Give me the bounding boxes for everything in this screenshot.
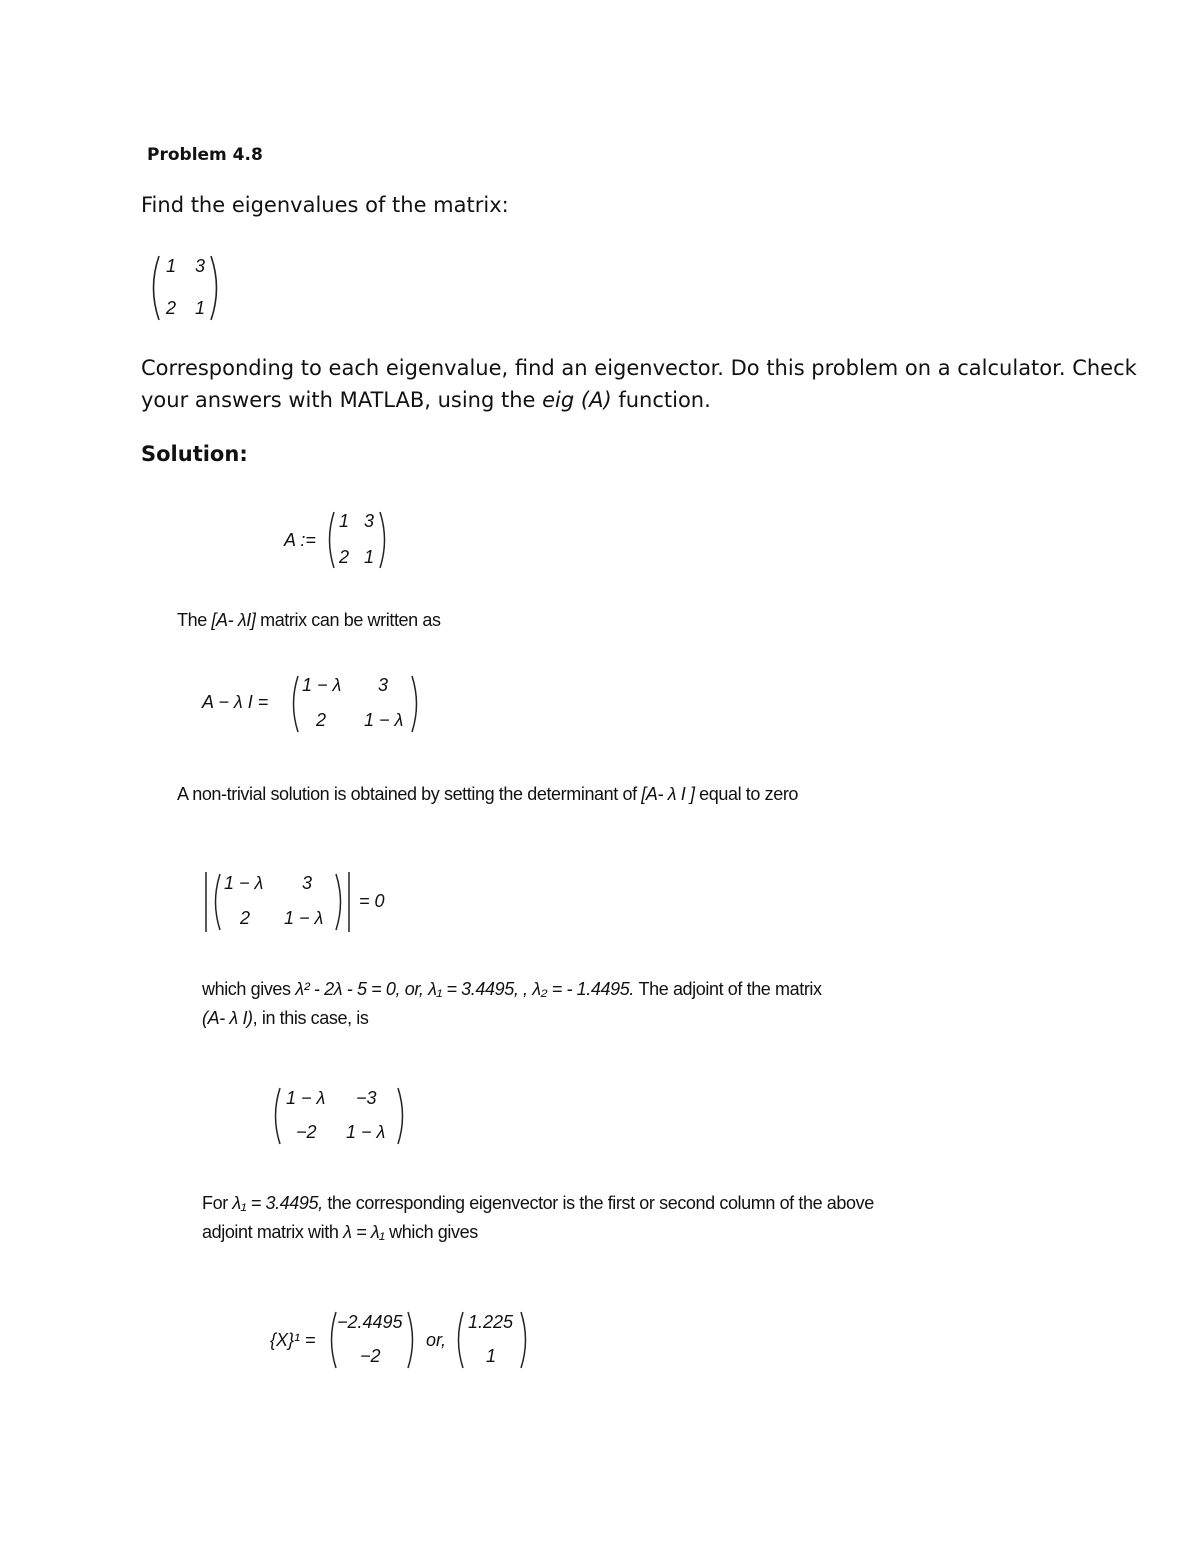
determinant-text <box>177 784 798 805</box>
determinant-rhs: = 0 <box>359 891 385 911</box>
matrix-cell: 3 <box>364 511 375 531</box>
matrix-cell: 1 − λ <box>364 710 404 730</box>
instructions-function: eig (A) <box>542 388 612 412</box>
matrix-brackets <box>145 253 225 323</box>
text-run: which gives <box>384 1222 478 1242</box>
matrix-cell: 2 <box>240 908 251 928</box>
vector-cell: 1.225 <box>468 1312 514 1332</box>
text-run: , in this case, is <box>252 1008 369 1028</box>
matrix-cell: 2 <box>316 710 327 730</box>
matrix-cell: −2 <box>296 1122 317 1142</box>
matrix-cell: 3 <box>195 256 206 276</box>
problem-prompt: Find the eigenvalues of the matrix: <box>141 193 509 217</box>
matrix-cell: 1 <box>195 298 206 318</box>
matrix-cell: 2 <box>339 547 350 567</box>
lambda-value: λ₁ = 3.4495, <box>232 1193 323 1213</box>
eigenvector-intro-line-2 <box>202 1222 478 1243</box>
instructions-line-1: Corresponding to each eigenvalue, find an eigenvector. Do this problem on a calculator. Check <box>141 356 1137 380</box>
matrix-brackets <box>322 509 392 571</box>
vector-cell: −2 <box>360 1346 381 1366</box>
instructions-text: your answers with MATLAB, using the <box>141 388 543 412</box>
instructions-text: function. <box>611 388 711 412</box>
vector-cell: −2.4495 <box>337 1312 403 1332</box>
text-run-em: [A- λ I ] <box>641 784 695 804</box>
matrix-cell: 1 <box>364 547 375 567</box>
characteristic-line <box>202 979 822 1000</box>
matrix-label: A − λ I = <box>202 692 269 712</box>
text-run: matrix can be written as <box>255 610 441 630</box>
adjoint-intro-line <box>202 1008 369 1029</box>
characteristic-equation: λ² - 2λ - 5 = 0, or, λ₁ = 3.4495, , λ₂ = - 1.4495. <box>295 979 634 999</box>
matrix-cell: −3 <box>356 1088 377 1108</box>
matrix-cell: 1 − λ <box>346 1122 386 1142</box>
or-label: or, <box>426 1330 447 1350</box>
text-run-em: (A- λ I) <box>202 1008 253 1028</box>
text-run: the corresponding eigenvector is the first or second column of the above <box>322 1193 874 1213</box>
eigenvector-label: {X}¹ = <box>270 1330 316 1350</box>
text-run: which gives <box>202 979 296 999</box>
text-run: equal to zero <box>694 784 799 804</box>
matrix-cell: 3 <box>302 873 313 893</box>
text-run-em: λ = λ₁ <box>343 1222 385 1242</box>
matrix-cell: 1 <box>166 256 177 276</box>
matrix-intro-text <box>177 610 441 631</box>
matrix-cell: 1 <box>339 511 350 531</box>
text-run-em: [A- λI] <box>211 610 256 630</box>
matrix-cell: 1 − λ <box>224 873 264 893</box>
problem-title: Problem 4.8 <box>147 145 263 165</box>
text-run: A non-trivial solution is obtained by setting the determinant of <box>177 784 642 804</box>
text-run: adjoint matrix with <box>202 1222 344 1242</box>
matrix-cell: 2 <box>166 298 177 318</box>
matrix-cell: 1 − λ <box>286 1088 326 1108</box>
text-run: The adjoint of the matrix <box>633 979 822 999</box>
solution-heading: Solution: <box>141 442 248 466</box>
matrix-cell: 3 <box>378 675 389 695</box>
matrix-cell: 1 − λ <box>284 908 324 928</box>
matrix-cell: 1 − λ <box>302 675 342 695</box>
eigenvector-intro-line-1 <box>202 1193 874 1214</box>
matrix-label: A := <box>284 530 316 550</box>
text-run: The <box>177 610 212 630</box>
text-run: For <box>202 1193 233 1213</box>
vector-cell: 1 <box>486 1346 497 1366</box>
instructions-line-2 <box>141 388 711 412</box>
